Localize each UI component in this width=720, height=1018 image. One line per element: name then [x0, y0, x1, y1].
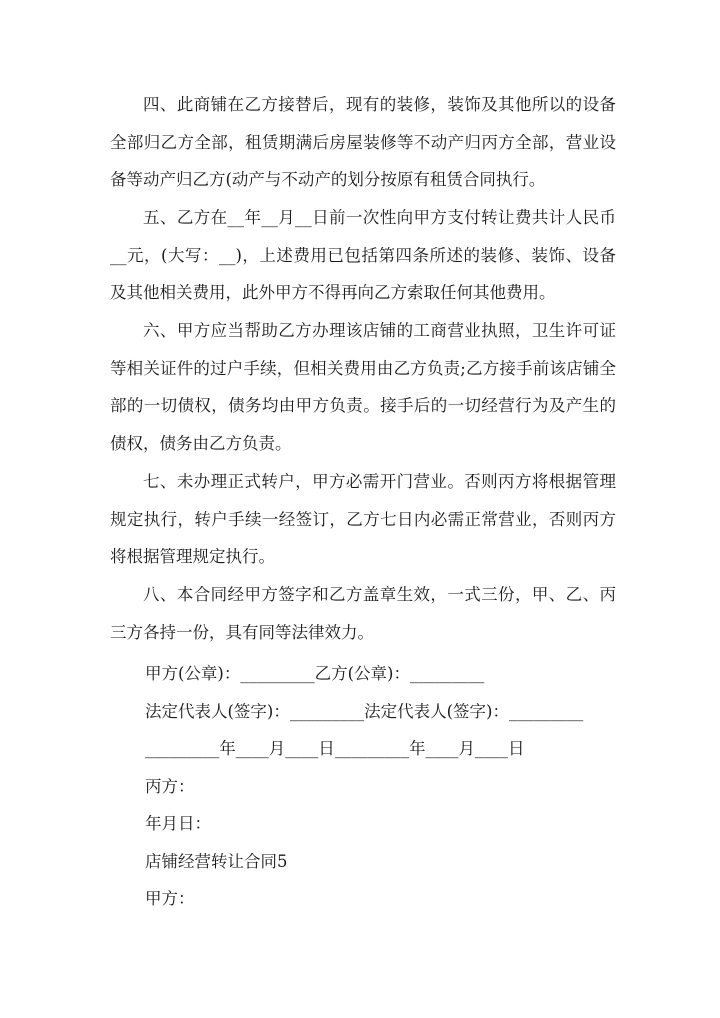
next-contract-title: 店铺经营转让合同5	[145, 852, 288, 871]
party-a-line: 甲方：	[145, 889, 195, 908]
clause-7: 七、未办理正式转户，甲方必需开门营业。否则丙方将根据管理规定执行，转户手续一经签订，乙方七日内必需正常营业，否则丙方将根据管理规定执行。	[110, 472, 616, 567]
clause-5: 五、乙方在__年__月__日前一次性向甲方支付转让费共计人民币__元，(大写：__)，上述费用已包括第四条所述的装修、装饰、设备及其他相关费用，此外甲方不得再向乙方索取任何其他费用。	[110, 208, 616, 303]
clause-6: 六、甲方应当帮助乙方办理该店铺的工商营业执照，卫生许可证等相关证件的过户手续，但相关费用由乙方负责;乙方接手前该店铺全部的一切债权，债务均由甲方负责。接手后的一切经营行为及产生的债权，债务由乙方负责。	[110, 321, 616, 453]
party-c-line: 丙方：	[145, 777, 195, 796]
legal-representative-signature-line: 法定代表人(签字)：_________法定代表人(签字)：_________	[145, 702, 584, 721]
clause-8: 八、本合同经甲方签字和乙方盖章生效，一式三份，甲、乙、丙三方各持一份，具有同等法律效力。	[110, 585, 616, 642]
party-a-b-seal-line: 甲方(公章)：_________乙方(公章)：_________	[145, 664, 485, 683]
signing-date-line: _________年____月____日_________年____月____日	[145, 739, 525, 758]
clause-4: 四、此商铺在乙方接替后，现有的装修，装饰及其他所以的设备全部归乙方全部，租赁期满后房屋装修等不动产归丙方全部，营业设备等动产归乙方(动产与不动产的划分按原有租赁合同执行。	[110, 95, 616, 190]
date-line: 年月日：	[145, 814, 211, 833]
